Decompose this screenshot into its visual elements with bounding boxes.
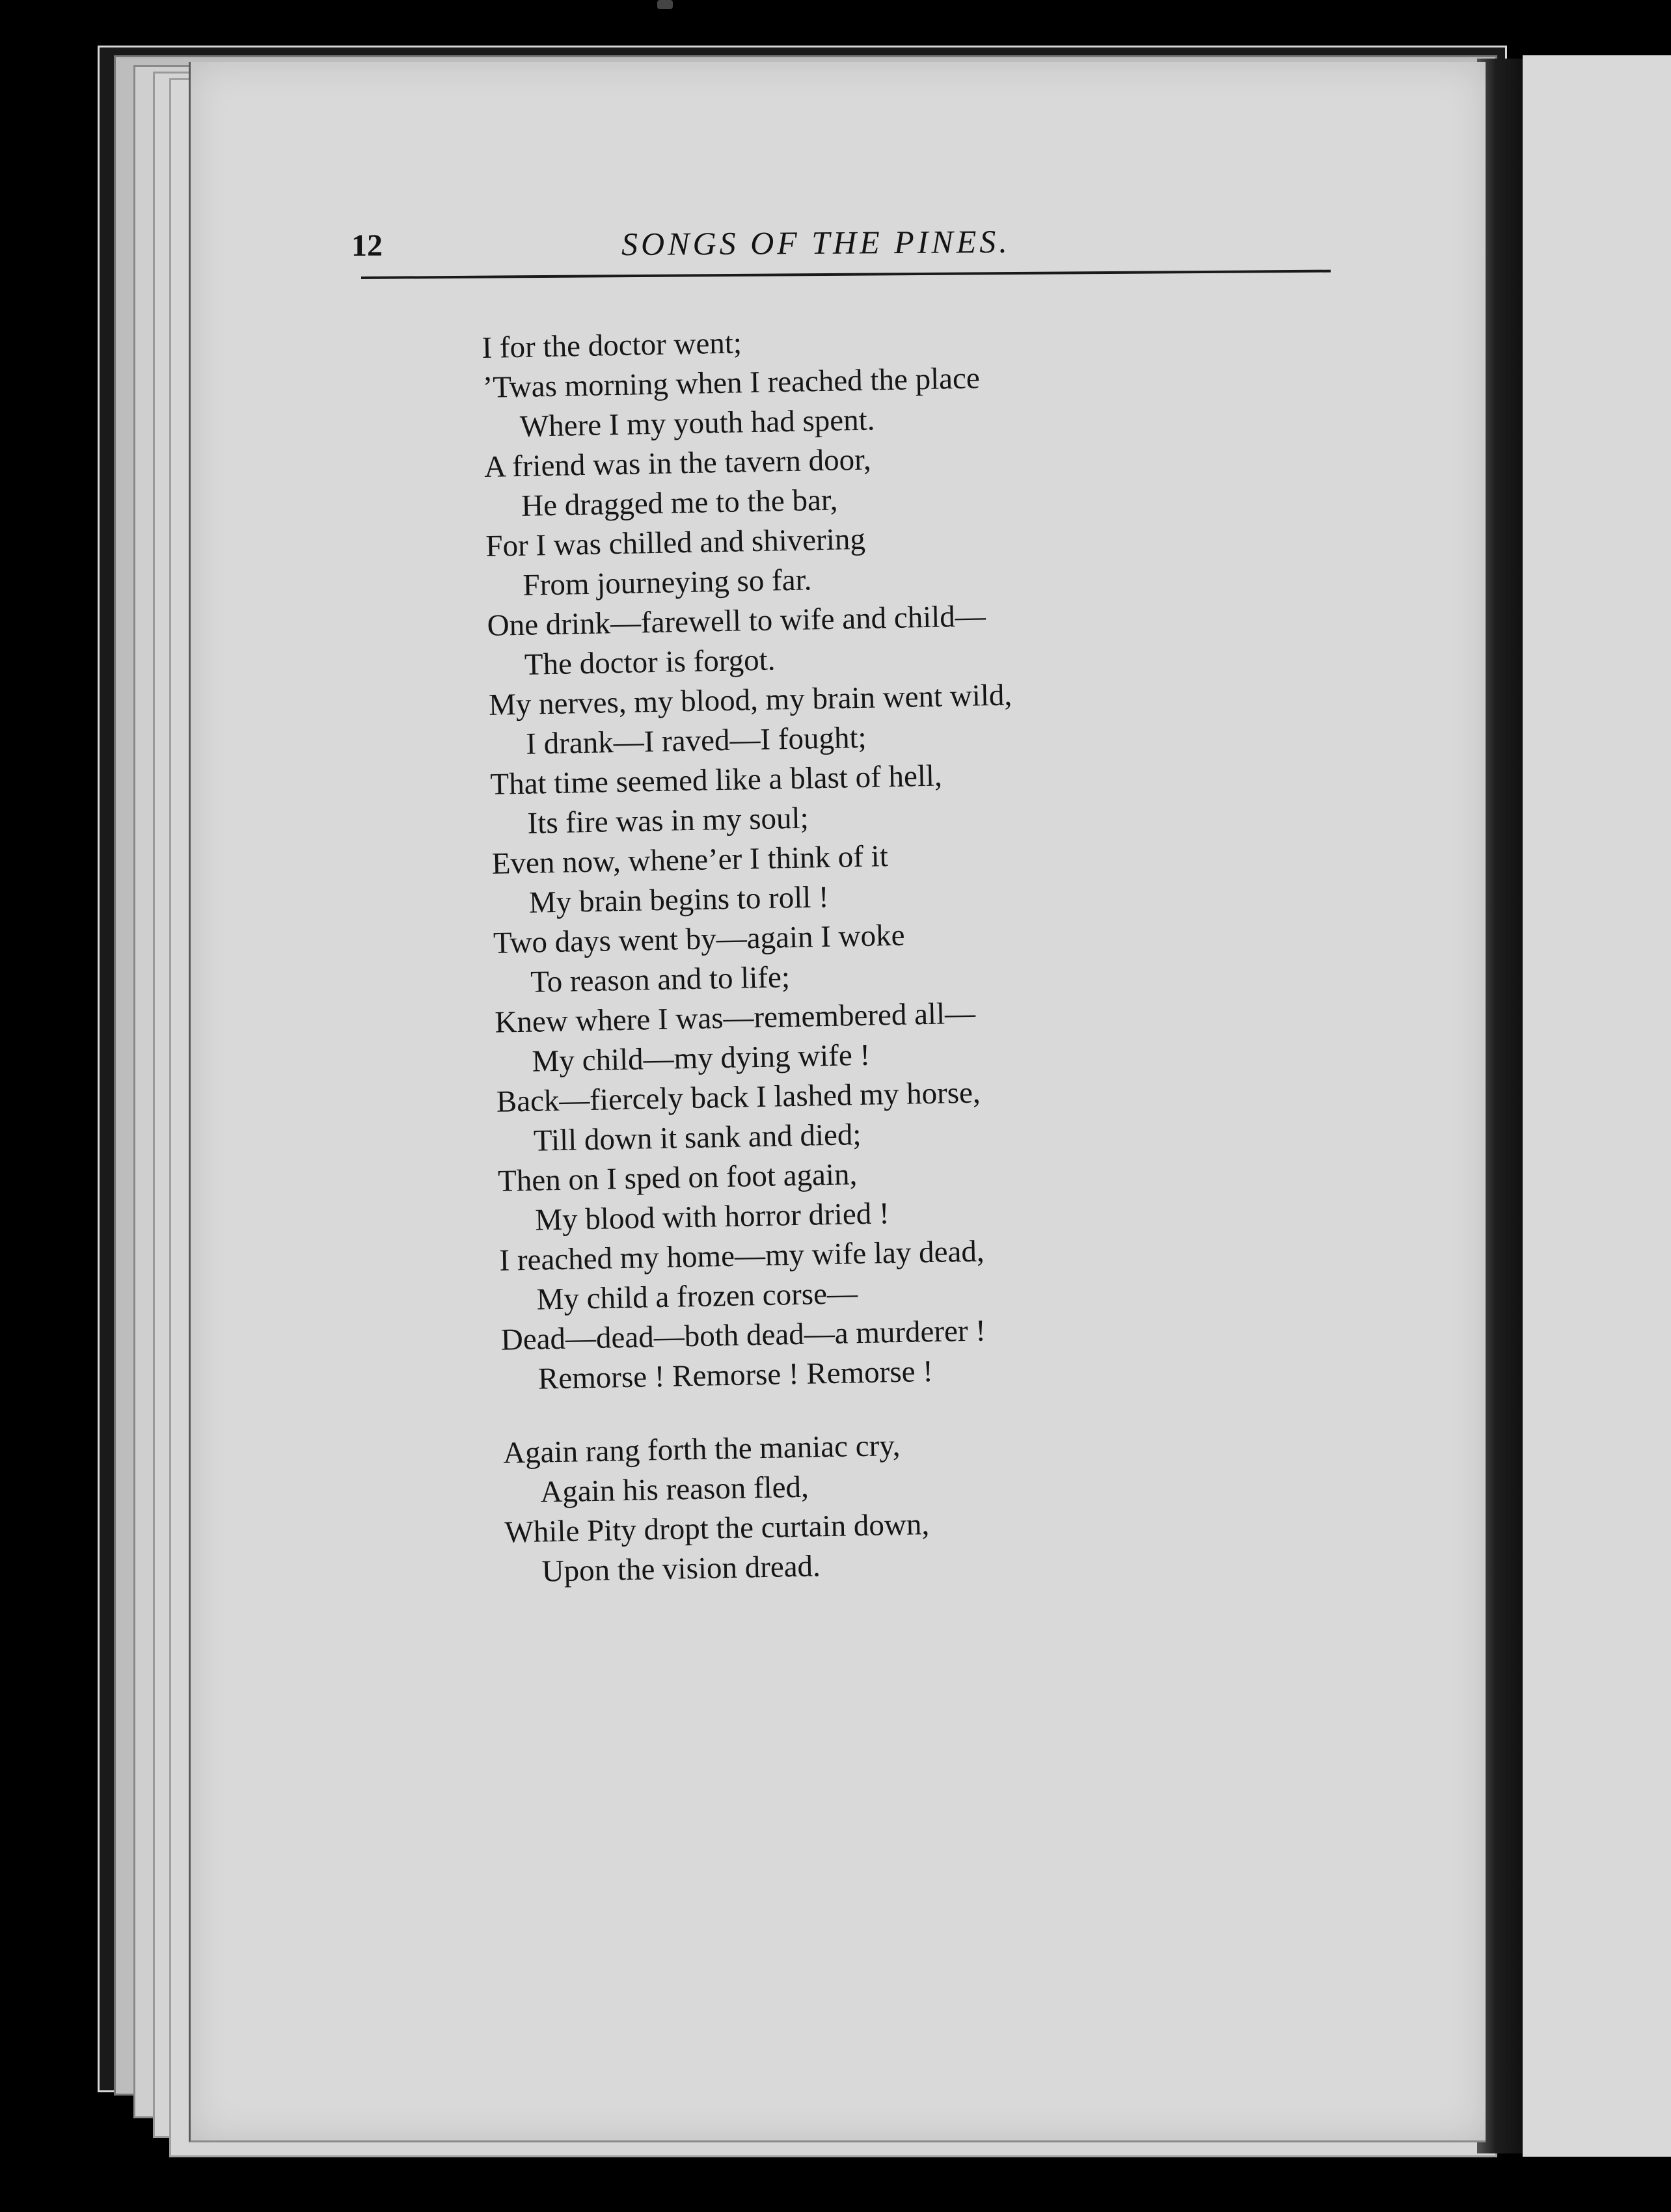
poem-text — [482, 311, 1417, 1593]
page-number: 12 — [351, 228, 383, 263]
poem-line: The doctor is forgot. — [524, 643, 776, 682]
poem-line: Dead—dead—both dead—a murderer ! — [500, 1314, 986, 1357]
poem-line: Then on I sped on foot again, — [497, 1157, 858, 1198]
poem-line: Even now, whene’er I think of it — [491, 839, 889, 881]
poem-line: Knew where I was—remembered all— — [494, 996, 976, 1040]
poem-line: Where I my youth had spent. — [519, 403, 875, 444]
poem-line: One drink—farewell to wife and child— — [487, 599, 986, 643]
poem-line: Again rang forth the maniac cry, — [502, 1428, 901, 1470]
page-title: SONGS OF THE PINES. — [621, 223, 1011, 263]
poem-line: Its fire was in my soul; — [527, 801, 809, 841]
poem-line: Again his reason fled, — [539, 1470, 809, 1509]
poem-line: Back—fiercely back I lashed my horse, — [496, 1075, 981, 1119]
scan-speck — [657, 0, 673, 9]
poem-line: I for the doctor went; — [482, 326, 742, 365]
poem-line: He dragged me to the bar, — [521, 483, 838, 523]
poem-line: Till down it sank and died; — [533, 1118, 862, 1158]
poem-line: That time seemed like a blast of hell, — [489, 759, 943, 802]
running-head — [351, 215, 1327, 267]
poem-line: While Pity dropt the curtain down, — [504, 1507, 930, 1550]
poem-line: ’Twas morning when I reached the place — [482, 361, 981, 405]
poem-line: Two days went by—again I woke — [493, 918, 905, 960]
poem-line: A friend was in the tavern door, — [483, 442, 872, 484]
poem-line: My nerves, my blood, my brain went wild, — [488, 678, 1012, 722]
poem-line: My child—my dying wife ! — [532, 1038, 871, 1079]
poem-line: My brain begins to roll ! — [528, 880, 830, 920]
poem-line: I drank—I raved—I fought; — [525, 720, 867, 761]
poem-line: To reason and to life; — [530, 960, 791, 999]
poem-line: Upon the vision dread. — [541, 1549, 821, 1589]
facing-page — [1523, 55, 1671, 2157]
poem-line: My child a frozen corse— — [536, 1276, 858, 1317]
poem-line: For I was chilled and shivering — [485, 522, 866, 563]
poem-line: I reached my home—my wife lay dead, — [499, 1234, 985, 1278]
poem-line: From journeying so far. — [523, 563, 812, 602]
poem-line: Remorse ! Remorse ! Remorse ! — [537, 1354, 934, 1396]
poem-line: My blood with horror dried ! — [534, 1196, 890, 1237]
